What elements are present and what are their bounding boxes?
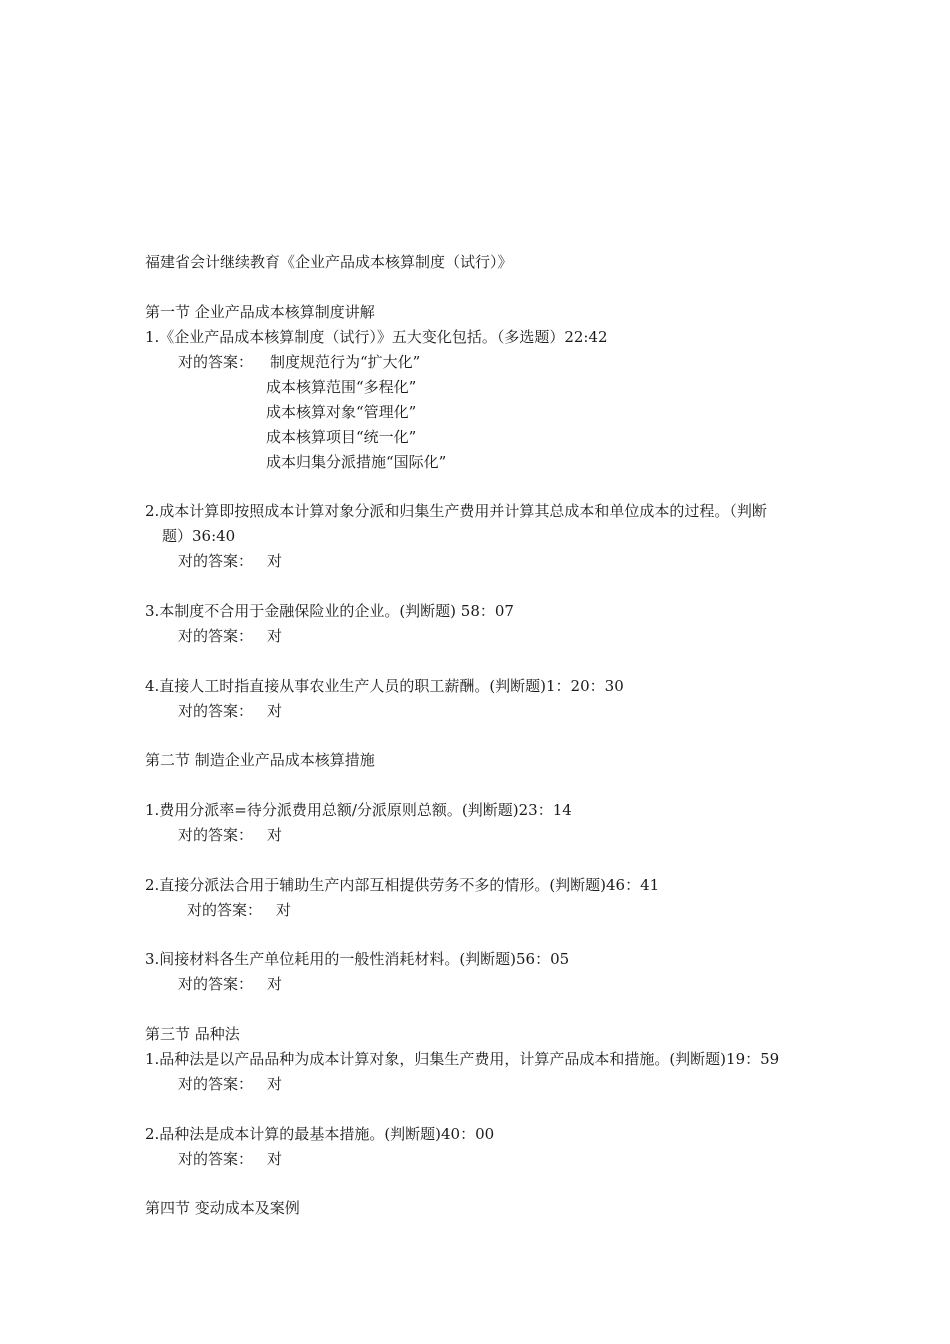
answer-row bbox=[178, 1149, 282, 1169]
answer-label: 对的答案： bbox=[178, 552, 254, 570]
answer-row bbox=[178, 974, 282, 994]
answer-option: 成本核算对象“管理化” bbox=[266, 403, 417, 421]
answer-label: 对的答案： bbox=[178, 975, 254, 993]
answer-label: 对的答案： bbox=[178, 702, 254, 720]
answer-value: 对 bbox=[267, 975, 283, 993]
section-heading: 第二节 制造企业产品成本核算措施 bbox=[145, 751, 375, 769]
answer-label: 对的答案： bbox=[178, 1150, 254, 1168]
answer-value: 对 bbox=[276, 901, 292, 919]
question-text: 1.费用分派率=待分派费用总额/分派原则总额。(判断题)23：14 bbox=[145, 801, 572, 819]
section-heading: 第四节 变动成本及案例 bbox=[145, 1199, 300, 1217]
answer-label: 对的答案： bbox=[178, 353, 254, 371]
question-text: 2.成本计算即按照成本计算对象分派和归集生产费用并计算其总成本和单位成本的过程。（判断 bbox=[145, 502, 767, 520]
section-heading: 第一节 企业产品成本核算制度讲解 bbox=[145, 303, 375, 321]
answer-value: 对 bbox=[267, 826, 283, 844]
section-heading: 第三节 品种法 bbox=[145, 1025, 240, 1043]
document-title: 福建省会计继续教育《企业产品成本核算制度（试行）》 bbox=[145, 253, 513, 271]
question-text: 3.间接材料各生产单位耗用的一般性消耗材料。(判断题)56：05 bbox=[145, 950, 570, 968]
question-text-continued: 题）36:40 bbox=[162, 527, 236, 545]
question-text: 1.《企业产品成本核算制度（试行）》五大变化包括。（多选题）22:42 bbox=[145, 328, 608, 346]
answer-row bbox=[178, 626, 282, 646]
answer-option: 成本核算范围“多程化” bbox=[266, 378, 417, 396]
answer-row bbox=[178, 701, 282, 721]
answer-row bbox=[187, 900, 291, 920]
question-text: 2.直接分派法合用于辅助生产内部互相提供劳务不多的情形。(判断题)46：41 bbox=[145, 876, 660, 894]
answer-label: 对的答案： bbox=[178, 826, 254, 844]
question-text: 4.直接人工时指直接从事农业生产人员的职工薪酬。(判断题)1：20：30 bbox=[145, 677, 624, 695]
answer-label: 对的答案： bbox=[178, 1075, 254, 1093]
answer-row bbox=[178, 551, 282, 571]
question-text: 2.品种法是成本计算的最基本措施。(判断题)40：00 bbox=[145, 1125, 495, 1143]
answer-value: 对 bbox=[267, 1150, 283, 1168]
answer-row bbox=[178, 825, 282, 845]
answer-value: 对 bbox=[267, 702, 283, 720]
answer-label: 对的答案： bbox=[178, 627, 254, 645]
answer-label: 对的答案： bbox=[187, 901, 263, 919]
answer-option: 成本归集分派措施“国际化” bbox=[266, 453, 447, 471]
answer-value: 对 bbox=[267, 1075, 283, 1093]
answer-row bbox=[178, 1074, 282, 1094]
answer-value: 对 bbox=[267, 627, 283, 645]
answer-value: 对 bbox=[267, 552, 283, 570]
answer-option: 制度规范行为“扩大化” bbox=[270, 353, 421, 371]
answer-option: 成本核算项目“统一化” bbox=[266, 428, 417, 446]
question-text: 3.本制度不合用于金融保险业的企业。(判断题) 58：07 bbox=[145, 602, 514, 620]
question-text: 1.品种法是以产品品种为成本计算对象，归集生产费用，计算产品成本和措施。(判断题)19：59 bbox=[145, 1050, 780, 1068]
